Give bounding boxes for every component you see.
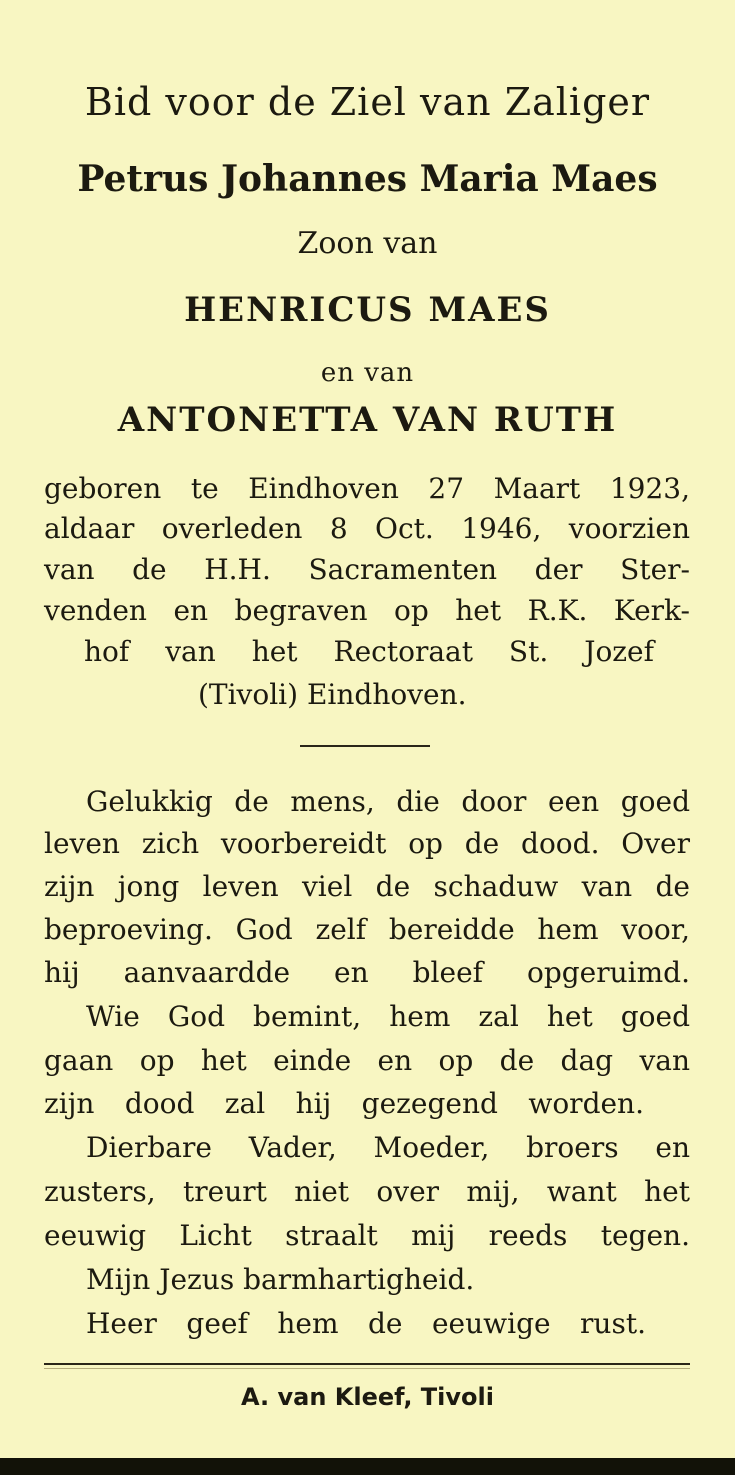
verse-line: Dierbare Vader, Moeder, broers en	[86, 1131, 690, 1164]
verse-line: gaan op het einde en op de dag van	[44, 1044, 690, 1077]
bio-line: hof van het Rectoraat St. Jozef	[84, 635, 654, 668]
and-of-label: en van	[320, 358, 415, 388]
verse-line: Wie God bemint, hem zal het goed	[86, 1000, 690, 1033]
bio-line: van de H.H. Sacramenten der Ster-	[44, 553, 690, 586]
printer-imprint: A. van Kleef, Tivoli	[241, 1383, 494, 1411]
bio-line: (Tivoli) Eindhoven.	[198, 678, 467, 711]
footer-rule-shadow	[44, 1368, 690, 1369]
verse-line: Mijn Jezus barmhartigheid.	[86, 1263, 475, 1296]
verse-line: beproeving. God zelf bereidde hem voor,	[44, 913, 690, 946]
verse-line: zusters, treurt niet over mij, want het	[44, 1175, 690, 1208]
bio-line: aldaar overleden 8 Oct. 1946, voorzien	[44, 512, 690, 545]
scan-border	[0, 1458, 735, 1475]
verse-line: Gelukkig de mens, die door een goed	[86, 785, 690, 818]
verse-line: eeuwig Licht straalt mij reeds tegen.	[44, 1219, 690, 1252]
verse-line: zijn jong leven viel de schaduw van de	[44, 870, 690, 903]
verse-line: hij aanvaardde en bleef opgeruimd.	[44, 956, 690, 989]
verse-line: zijn dood zal hij gezegend worden.	[44, 1087, 644, 1120]
footer-rule	[44, 1363, 690, 1365]
mother-name: ANTONETTA VAN RUTH	[117, 400, 618, 440]
divider	[300, 745, 430, 747]
bio-line: geboren te Eindhoven 27 Maart 1923,	[44, 472, 690, 505]
deceased-name: Petrus Johannes Maria Maes	[77, 158, 658, 200]
invocation: Bid voor de Ziel van Zaliger	[84, 80, 651, 124]
son-of-label: Zoon van	[297, 226, 438, 261]
bio-line: venden en begraven op het R.K. Kerk-	[44, 594, 690, 627]
father-name: HENRICUS MAES	[184, 290, 551, 330]
verse-line: leven zich voorbereidt op de dood. Over	[44, 827, 690, 860]
verse-line: Heer geef hem de eeuwige rust.	[86, 1307, 646, 1340]
